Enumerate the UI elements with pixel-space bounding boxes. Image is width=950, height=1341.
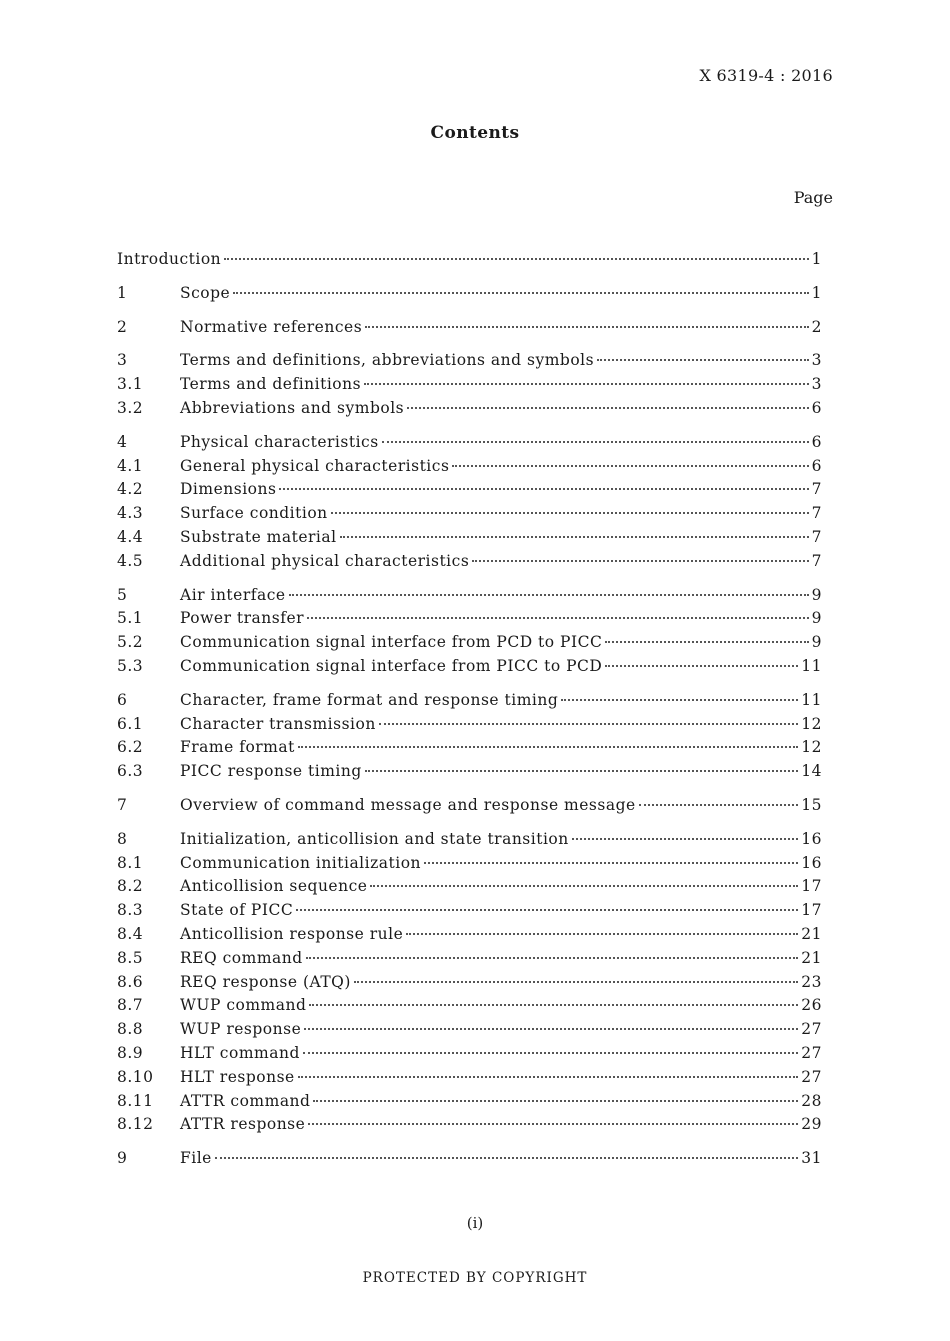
- toc-entry-number: 5.1: [117, 609, 144, 628]
- dot-leader: [572, 838, 799, 840]
- toc-entry-number: 4.5: [117, 551, 144, 570]
- dot-leader: [308, 1123, 798, 1125]
- page-title: Contents: [430, 123, 520, 143]
- dot-leader: [382, 441, 809, 443]
- toc-entry-page: 3: [811, 375, 822, 394]
- dot-leader: [364, 383, 809, 385]
- dot-leader: [452, 465, 808, 467]
- toc-entry-page: 27: [801, 1067, 822, 1086]
- toc-entry-title: REQ response (ATQ): [180, 972, 351, 991]
- toc-entry[interactable]: [117, 375, 822, 399]
- dot-leader: [307, 617, 809, 619]
- toc-entry-number: 6.2: [117, 738, 144, 757]
- toc-entry-page: 9: [811, 609, 822, 628]
- toc-entry[interactable]: [117, 552, 822, 576]
- dot-leader: [379, 723, 798, 725]
- toc-entry[interactable]: [117, 715, 822, 739]
- toc-entry-page: 29: [801, 1115, 822, 1134]
- toc-entry-page: 12: [801, 714, 822, 733]
- toc-entry[interactable]: [117, 399, 822, 423]
- toc-entry-number: 5.3: [117, 656, 144, 675]
- toc-entry-number: 4.2: [117, 480, 144, 499]
- dot-leader: [309, 1004, 798, 1006]
- toc-entry-title: Additional physical characteristics: [180, 551, 470, 570]
- toc-entry-page: 16: [801, 829, 822, 848]
- toc-entry-title: State of PICC: [180, 901, 294, 920]
- toc-entry[interactable]: [117, 738, 822, 762]
- toc-entry-page: 16: [801, 853, 822, 872]
- dot-leader: [233, 292, 808, 294]
- toc-entry-page: 17: [801, 901, 822, 920]
- toc-entry-number: 8.12: [117, 1115, 154, 1134]
- dot-leader: [289, 594, 809, 596]
- toc-entry-number: 8.6: [117, 972, 144, 991]
- toc-entry-number: 5: [117, 585, 128, 604]
- toc-entry-page: 9: [811, 633, 822, 652]
- toc-entry[interactable]: [117, 480, 822, 504]
- toc-entry-page: 14: [801, 762, 822, 781]
- toc-entry[interactable]: [117, 1092, 822, 1116]
- document-id: X 6319-4 : 2016: [699, 66, 833, 85]
- toc-entry-title: Overview of command message and response message: [180, 795, 636, 814]
- dot-leader: [306, 957, 799, 959]
- toc-entry-title: Anticollision sequence: [180, 877, 368, 896]
- toc-entry-title: Introduction: [117, 250, 222, 268]
- toc-entry-number: 6.3: [117, 762, 144, 781]
- toc-entry-page: 21: [801, 948, 822, 967]
- toc-entry[interactable]: [117, 504, 822, 528]
- toc-entry-title: Normative references: [180, 317, 363, 336]
- toc-entry[interactable]: [117, 854, 822, 878]
- toc-entry-title: ATTR response: [180, 1115, 306, 1134]
- toc-entry-number: 8.5: [117, 948, 144, 967]
- copyright-notice: PROTECTED BY COPYRIGHT: [362, 1270, 588, 1286]
- dot-leader: [304, 1028, 798, 1030]
- toc-entry-number: 6: [117, 690, 128, 709]
- dot-leader: [424, 862, 798, 864]
- toc-entry[interactable]: [117, 528, 822, 552]
- toc-entry-number: 4: [117, 432, 128, 451]
- toc-entry-title: Terms and definitions, abbreviations and symbols: [180, 351, 595, 370]
- dot-leader: [472, 560, 808, 562]
- toc-entry-page: 7: [811, 504, 822, 523]
- toc-entry-title: Abbreviations and symbols: [180, 398, 405, 417]
- toc-entry-page: 31: [801, 1149, 822, 1168]
- dot-leader: [296, 909, 798, 911]
- toc-entry[interactable]: [117, 318, 822, 342]
- toc-entry-number: 3.2: [117, 398, 144, 417]
- toc-entry-page: 7: [811, 551, 822, 570]
- toc-entry-title: HLT command: [180, 1043, 300, 1062]
- toc-entry[interactable]: [117, 901, 822, 925]
- toc-entry-page: 11: [801, 690, 822, 709]
- toc-entry-page: 27: [801, 1043, 822, 1062]
- toc-entry-title: Communication signal interface from PICC to PCD: [180, 656, 603, 675]
- toc-entry-page: 6: [811, 398, 822, 417]
- toc-entry[interactable]: [117, 796, 822, 820]
- dot-leader: [561, 699, 798, 701]
- toc-entry-title: Communication signal interface from PCD to PICC: [180, 633, 603, 652]
- toc-entry-number: 8.9: [117, 1043, 144, 1062]
- toc-entry[interactable]: [117, 691, 822, 715]
- toc-entry-title: PICC response timing: [180, 762, 362, 781]
- toc-entry-page: 1: [811, 250, 822, 268]
- toc-entry-number: 5.2: [117, 633, 144, 652]
- toc-entry-page: 7: [811, 480, 822, 499]
- dot-leader: [605, 665, 798, 667]
- toc-entry-number: 8.4: [117, 924, 144, 943]
- toc-entry-number: 8.11: [117, 1091, 154, 1110]
- dot-leader: [298, 746, 798, 748]
- toc-entry-title: Substrate material: [180, 527, 337, 546]
- toc-entry-title: ATTR command: [180, 1091, 311, 1110]
- toc-entry-number: 2: [117, 317, 128, 336]
- toc-entry[interactable]: [117, 996, 822, 1020]
- toc-entry-number: 4.1: [117, 456, 144, 475]
- toc-entry-number: 7: [117, 795, 128, 814]
- toc-entry[interactable]: [117, 973, 822, 997]
- dot-leader: [365, 770, 798, 772]
- toc-entry[interactable]: [117, 762, 822, 786]
- toc-entry[interactable]: [117, 877, 822, 901]
- dot-leader: [354, 981, 798, 983]
- toc-entry[interactable]: [117, 949, 822, 973]
- toc-entry-number: 4.3: [117, 504, 144, 523]
- toc-entry-title: Scope: [180, 283, 231, 302]
- toc-entry-number: 9: [117, 1149, 128, 1168]
- toc-entry-number: 8.10: [117, 1067, 154, 1086]
- toc-entry-page: 9: [811, 585, 822, 604]
- dot-leader: [406, 933, 798, 935]
- toc-entry-number: 8.2: [117, 877, 144, 896]
- toc-entry[interactable]: [117, 657, 822, 681]
- toc-entry-number: 8.3: [117, 901, 144, 920]
- toc-entry-title: HLT response: [180, 1067, 295, 1086]
- toc-entry-page: 6: [811, 456, 822, 475]
- dot-leader: [340, 536, 809, 538]
- toc-entry[interactable]: [117, 925, 822, 949]
- toc-entry-title: Air interface: [180, 585, 286, 604]
- dot-leader: [215, 1157, 798, 1159]
- dot-leader: [279, 488, 808, 490]
- table-of-contents: [117, 250, 822, 1173]
- toc-entry-page: 12: [801, 738, 822, 757]
- toc-entry-title: WUP response: [180, 1020, 302, 1039]
- toc-entry[interactable]: [117, 586, 822, 610]
- toc-entry-number: 6.1: [117, 714, 144, 733]
- dot-leader: [370, 885, 798, 887]
- dot-leader: [298, 1076, 799, 1078]
- footer-page-number: (i): [466, 1214, 484, 1232]
- dot-leader: [224, 258, 808, 260]
- toc-entry[interactable]: [117, 1020, 822, 1044]
- toc-entry-number: 4.4: [117, 527, 144, 546]
- toc-entry-number: 8.7: [117, 996, 144, 1015]
- toc-entry[interactable]: [117, 433, 822, 457]
- toc-entry[interactable]: [117, 1044, 822, 1068]
- toc-entry-number: 8.8: [117, 1020, 144, 1039]
- toc-entry-page: 15: [801, 795, 822, 814]
- toc-entry[interactable]: [117, 633, 822, 657]
- toc-entry[interactable]: [117, 609, 822, 633]
- toc-entry-title: Physical characteristics: [180, 432, 379, 451]
- dot-leader: [605, 641, 808, 643]
- toc-entry[interactable]: [117, 457, 822, 481]
- dot-leader: [639, 804, 799, 806]
- dot-leader: [365, 326, 808, 328]
- toc-entry-page: 28: [801, 1091, 822, 1110]
- toc-entry-number: 3.1: [117, 375, 144, 394]
- toc-entry-title: Communication initialization: [180, 853, 422, 872]
- toc-entry-page: 11: [801, 656, 822, 675]
- toc-entry[interactable]: [117, 830, 822, 854]
- dot-leader: [331, 512, 809, 514]
- toc-entry[interactable]: [117, 1068, 822, 1092]
- toc-entry-page: 3: [811, 351, 822, 370]
- toc-entry-title: Frame format: [180, 738, 295, 757]
- toc-entry-number: 1: [117, 283, 128, 302]
- toc-entry-number: 8: [117, 829, 128, 848]
- toc-entry-title: Initialization, anticollision and state transition: [180, 829, 569, 848]
- toc-entry[interactable]: [117, 1115, 822, 1139]
- toc-entry-page: 27: [801, 1020, 822, 1039]
- toc-entry-title: Surface condition: [180, 504, 328, 523]
- toc-entry-page: 23: [801, 972, 822, 991]
- toc-entry-title: General physical characteristics: [180, 456, 450, 475]
- toc-entry-page: 2: [811, 317, 822, 336]
- toc-entry[interactable]: [117, 250, 822, 274]
- toc-entry-number: 8.1: [117, 853, 144, 872]
- toc-entry-title: REQ command: [180, 948, 303, 967]
- toc-entry-page: 1: [811, 283, 822, 302]
- toc-entry-title: Character, frame format and response timing: [180, 690, 559, 709]
- toc-entry-title: Anticollision response rule: [180, 924, 404, 943]
- toc-entry-page: 6: [811, 432, 822, 451]
- toc-entry-title: Terms and definitions: [180, 375, 362, 394]
- toc-entry-page: 21: [801, 924, 822, 943]
- toc-entry-title: Dimensions: [180, 480, 277, 499]
- toc-entry-title: File: [180, 1149, 212, 1168]
- toc-entry-page: 26: [801, 996, 822, 1015]
- page-column-label: Page: [793, 188, 833, 207]
- toc-entry-page: 17: [801, 877, 822, 896]
- toc-entry[interactable]: [117, 351, 822, 375]
- toc-entry-number: 3: [117, 351, 128, 370]
- toc-entry[interactable]: [117, 284, 822, 308]
- toc-entry-title: Power transfer: [180, 609, 305, 628]
- dot-leader: [313, 1100, 798, 1102]
- dot-leader: [407, 407, 809, 409]
- toc-entry-title: WUP command: [180, 996, 307, 1015]
- toc-entry-title: Character transmission: [180, 714, 376, 733]
- toc-entry-page: 7: [811, 527, 822, 546]
- dot-leader: [597, 359, 809, 361]
- toc-entry[interactable]: [117, 1149, 822, 1173]
- dot-leader: [303, 1052, 798, 1054]
